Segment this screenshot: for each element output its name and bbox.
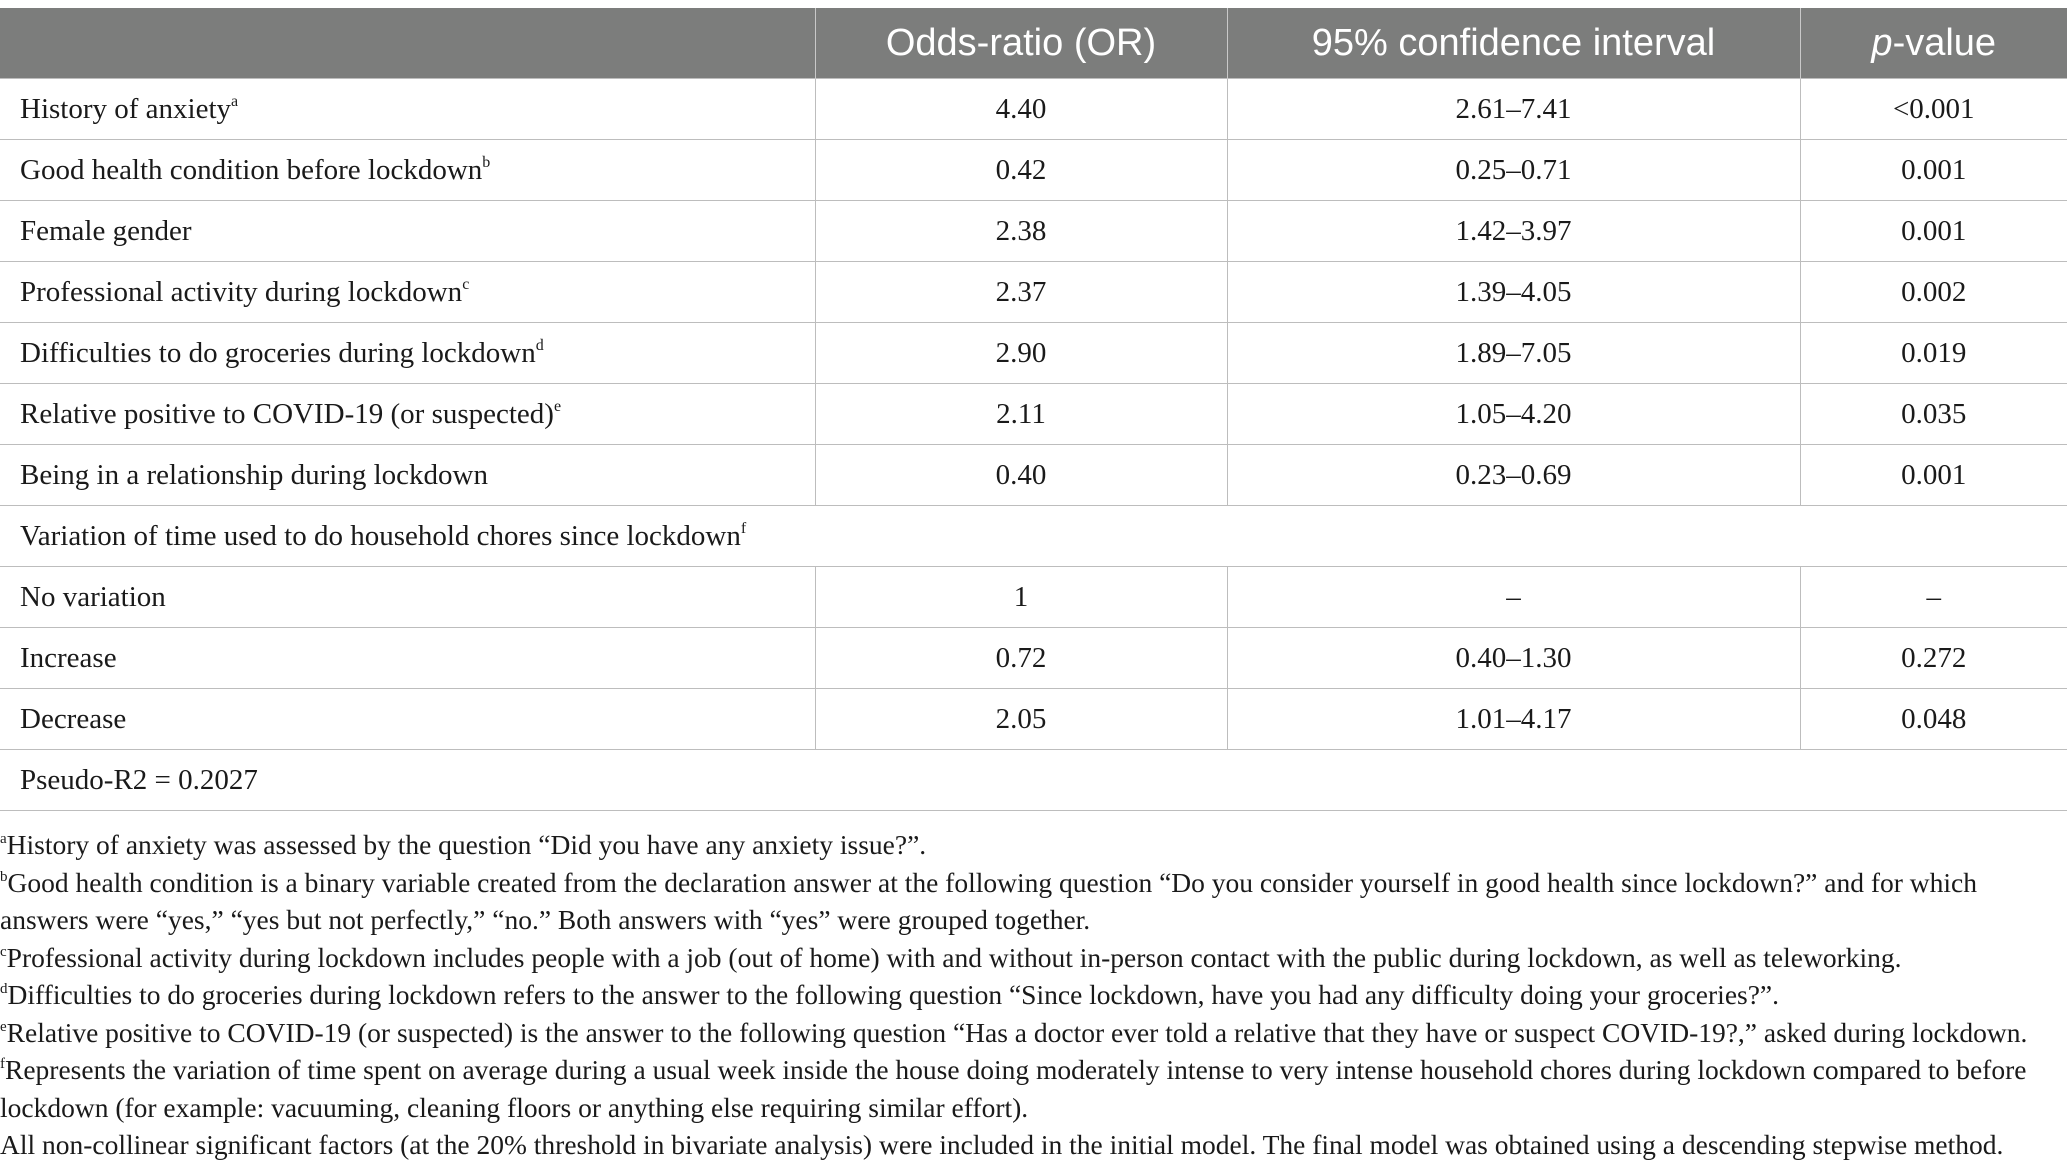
p-value-cell: 0.048 xyxy=(1800,689,2067,750)
p-value-cell: 0.001 xyxy=(1800,201,2067,262)
odds-ratio-cell: 2.05 xyxy=(815,689,1227,750)
ci-cell: 1.39–4.05 xyxy=(1227,262,1800,323)
table-row xyxy=(0,384,2067,445)
row-label: Difficulties to do groceries during lockdown$^d$ xyxy=(0,323,815,384)
ci-cell: 1.05–4.20 xyxy=(1227,384,1800,445)
ci-cell: 1.42–3.97 xyxy=(1227,201,1800,262)
odds-ratio-cell: 2.38 xyxy=(815,201,1227,262)
odds-ratio-cell: 2.37 xyxy=(815,262,1227,323)
p-value-cell: 0.019 xyxy=(1800,323,2067,384)
odds-ratio-cell: 2.11 xyxy=(815,384,1227,445)
row-label: Decrease xyxy=(0,689,815,750)
ci-cell: 0.25–0.71 xyxy=(1227,140,1800,201)
row-label: Increase xyxy=(0,628,815,689)
ci-cell: 1.89–7.05 xyxy=(1227,323,1800,384)
row-label: No variation xyxy=(0,567,815,628)
odds-ratio-cell: 0.72 xyxy=(815,628,1227,689)
footnote-b: $^b$Good health condition is a binary variable created from the declaration answer at the following question “Do you consider yourself in good health since lockdown?” and for which answers were “yes,” “yes but not perfectly,” “no.” Both answers with “yes” were grouped together. xyxy=(0,866,1977,935)
table-row xyxy=(0,628,2067,689)
p-value-cell: <0.001 xyxy=(1800,79,2067,140)
odds-ratio-cell: 2.90 xyxy=(815,323,1227,384)
table-row xyxy=(0,140,2067,201)
header-row xyxy=(0,8,2067,79)
table-row xyxy=(0,262,2067,323)
p-value-cell: – xyxy=(1800,567,2067,628)
table-row xyxy=(0,201,2067,262)
ci-cell: 2.61–7.41 xyxy=(1227,79,1800,140)
header-confidence-interval: 95% confidence interval xyxy=(1227,8,1800,79)
odds-ratio-cell: 1 xyxy=(815,567,1227,628)
header-variable xyxy=(0,8,815,79)
ci-cell: – xyxy=(1227,567,1800,628)
row-label: Good health condition before lockdown$^b$ xyxy=(0,140,815,201)
ci-cell: 0.23–0.69 xyxy=(1227,445,1800,506)
p-value-cell: 0.001 xyxy=(1800,445,2067,506)
table-row xyxy=(0,567,2067,628)
header-odds-ratio: Odds-ratio (OR) xyxy=(815,8,1227,79)
footnote-e: $^e$Relative positive to COVID-19 (or suspected) is the answer to the following question “Has a doctor ever told a relative that they have or suspect COVID-19?,” asked during lockdown. xyxy=(0,1016,2028,1048)
final-note: All non-collinear significant factors (at the 20% threshold in bivariate analysis) were included in the initial model. The final model was obtained using a descending stepwise method. xyxy=(0,1129,2004,1160)
p-value-cell: 0.035 xyxy=(1800,384,2067,445)
table-row xyxy=(0,79,2067,140)
table-row xyxy=(0,323,2067,384)
pseudo-r2-row xyxy=(0,750,2067,811)
footnote-c: $^c$Professional activity during lockdown includes people with a job (out of home) with and without in-person contact with the public during lockdown, as well as teleworking. xyxy=(0,941,1902,973)
ci-cell: 0.40–1.30 xyxy=(1227,628,1800,689)
odds-ratio-table xyxy=(0,8,2067,811)
odds-ratio-cell: 4.40 xyxy=(815,79,1227,140)
ci-cell: 1.01–4.17 xyxy=(1227,689,1800,750)
table-row xyxy=(0,689,2067,750)
pseudo-r2: Pseudo-R2 = 0.2027 xyxy=(0,750,2067,811)
row-label: Being in a relationship during lockdown xyxy=(0,445,815,506)
footnote-d: $^d$Difficulties to do groceries during lockdown refers to the answer to the following question “Since lockdown, have you had any difficulty doing your groceries?”. xyxy=(0,979,1780,1010)
p-value-cell: 0.272 xyxy=(1800,628,2067,689)
row-label: Female gender xyxy=(0,201,815,262)
row-label: History of anxiety$^a$ xyxy=(0,79,815,140)
section-row xyxy=(0,506,2067,567)
table-footnotes xyxy=(0,826,2060,1164)
odds-ratio-cell: 0.40 xyxy=(815,445,1227,506)
odds-ratio-cell: 0.42 xyxy=(815,140,1227,201)
p-value-cell: 0.001 xyxy=(1800,140,2067,201)
table-row xyxy=(0,445,2067,506)
p-value-cell: 0.002 xyxy=(1800,262,2067,323)
section-label: Variation of time used to do household chores since lockdown$^f$ xyxy=(0,506,2067,567)
row-label: Professional activity during lockdown$^c$ xyxy=(0,262,815,323)
row-label: Relative positive to COVID-19 (or suspected)$^e$ xyxy=(0,384,815,445)
p-italic: p xyxy=(1871,21,1893,64)
footnote-a: $^a$History of anxiety was assessed by the question “Did you have any anxiety issue?”. xyxy=(0,829,927,860)
footnote-f: $^f$Represents the variation of time spent on average during a usual week inside the house doing moderately intense to very intense household chores during lockdown compared to before lockdown (for example: vacuuming, cleaning floors or anything else requiring similar effort). xyxy=(0,1054,2027,1123)
header-p-value: p-value xyxy=(1800,8,2067,79)
